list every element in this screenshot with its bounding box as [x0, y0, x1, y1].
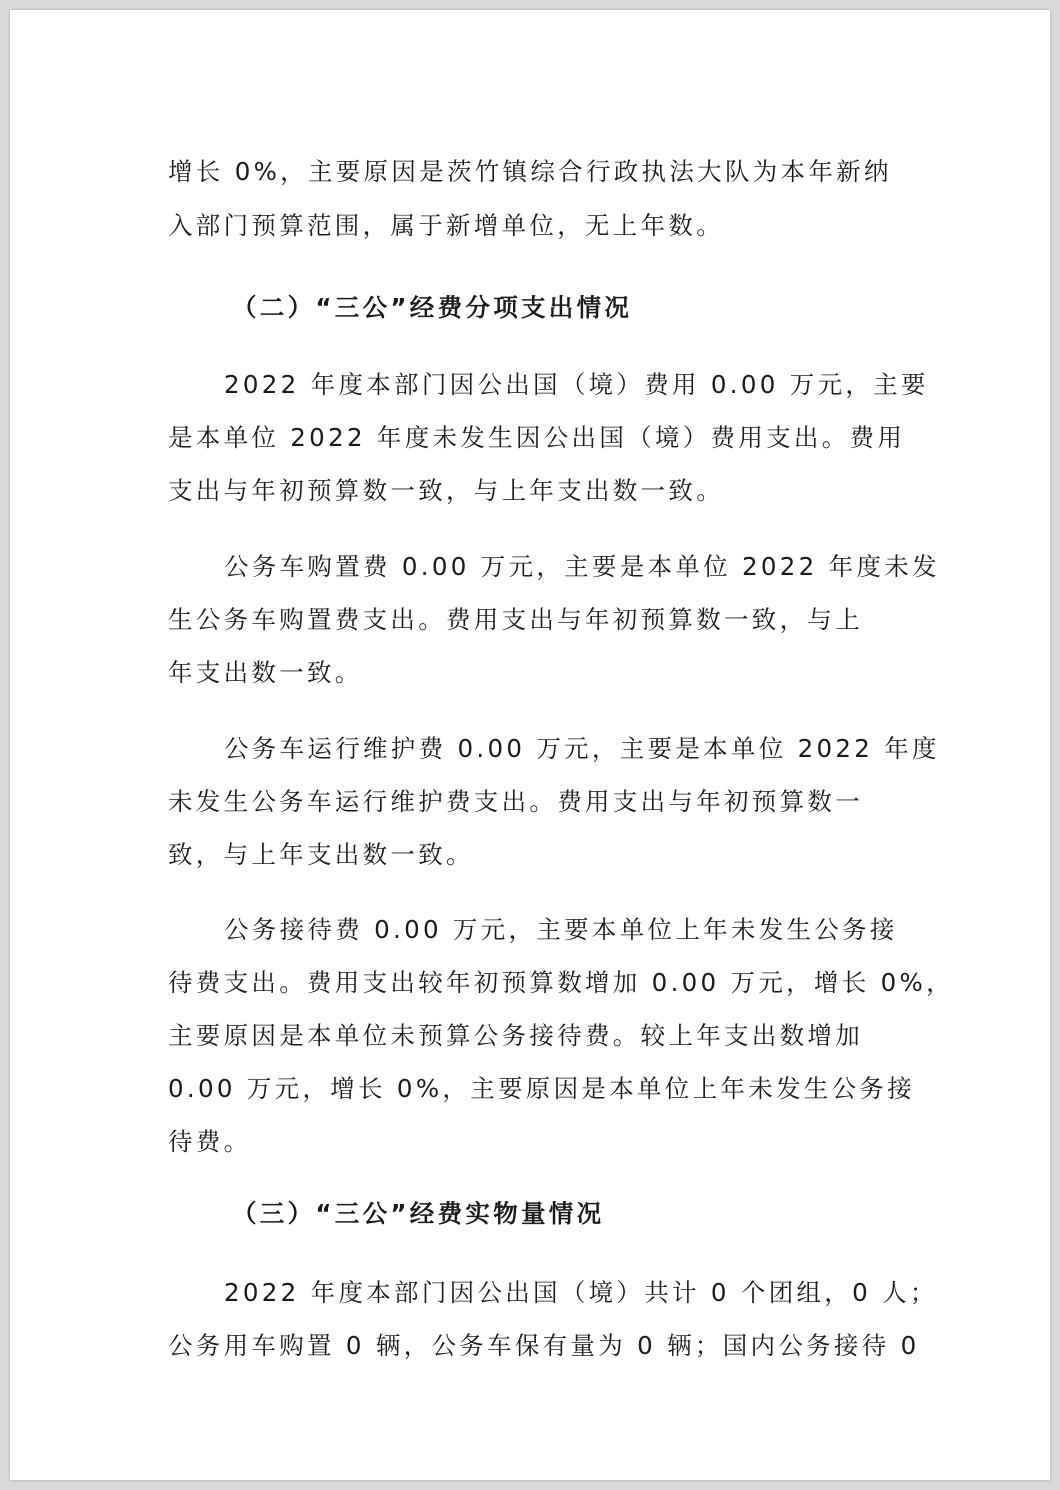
- paragraph-line: 入部门预算范围，属于新增单位，无上年数。: [168, 211, 724, 240]
- paragraph-line: 2022 年度本部门因公出国（境）共计 0 个团组，0 人；: [224, 1278, 938, 1307]
- section-heading-3: （三）“三公”经费实物量情况: [232, 1199, 605, 1228]
- paragraph-line: 年支出数一致。: [168, 658, 363, 687]
- paragraph-line: 待费支出。费用支出较年初预算数增加 0.00 万元，增长 0%，: [168, 968, 954, 997]
- paragraph-line: 生公务车购置费支出。费用支出与年初预算数一致，与上: [168, 605, 863, 634]
- document-page: [10, 10, 1050, 1480]
- paragraph-line: 0.00 万元，增长 0%，主要原因是本单位上年未发生公务接: [168, 1074, 915, 1103]
- paragraph-line: 主要原因是本单位未预算公务接待费。较上年支出数增加: [168, 1021, 863, 1050]
- paragraph-line: 待费。: [168, 1127, 252, 1156]
- paragraph-line: 致，与上年支出数一致。: [168, 840, 474, 869]
- paragraph-line: 未发生公务车运行维护费支出。费用支出与年初预算数一: [168, 787, 863, 816]
- paragraph-line: 2022 年度本部门因公出国（境）费用 0.00 万元，主要: [224, 370, 929, 399]
- paragraph-line: 增长 0%，主要原因是茨竹镇综合行政执法大队为本年新纳: [168, 157, 892, 186]
- paragraph-line: 公务用车购置 0 辆，公务车保有量为 0 辆；国内公务接待 0: [168, 1331, 920, 1360]
- paragraph-line: 公务车运行维护费 0.00 万元，主要是本单位 2022 年度: [224, 734, 940, 763]
- paragraph-line: 是本单位 2022 年度未发生因公出国（境）费用支出。费用: [168, 423, 906, 452]
- section-heading-2: （二）“三公”经费分项支出情况: [232, 293, 633, 322]
- paragraph-line: 公务车购置费 0.00 万元，主要是本单位 2022 年度未发: [224, 552, 940, 581]
- paragraph-line: 支出与年初预算数一致，与上年支出数一致。: [168, 476, 724, 505]
- paragraph-line: 公务接待费 0.00 万元，主要本单位上年未发生公务接: [224, 915, 898, 944]
